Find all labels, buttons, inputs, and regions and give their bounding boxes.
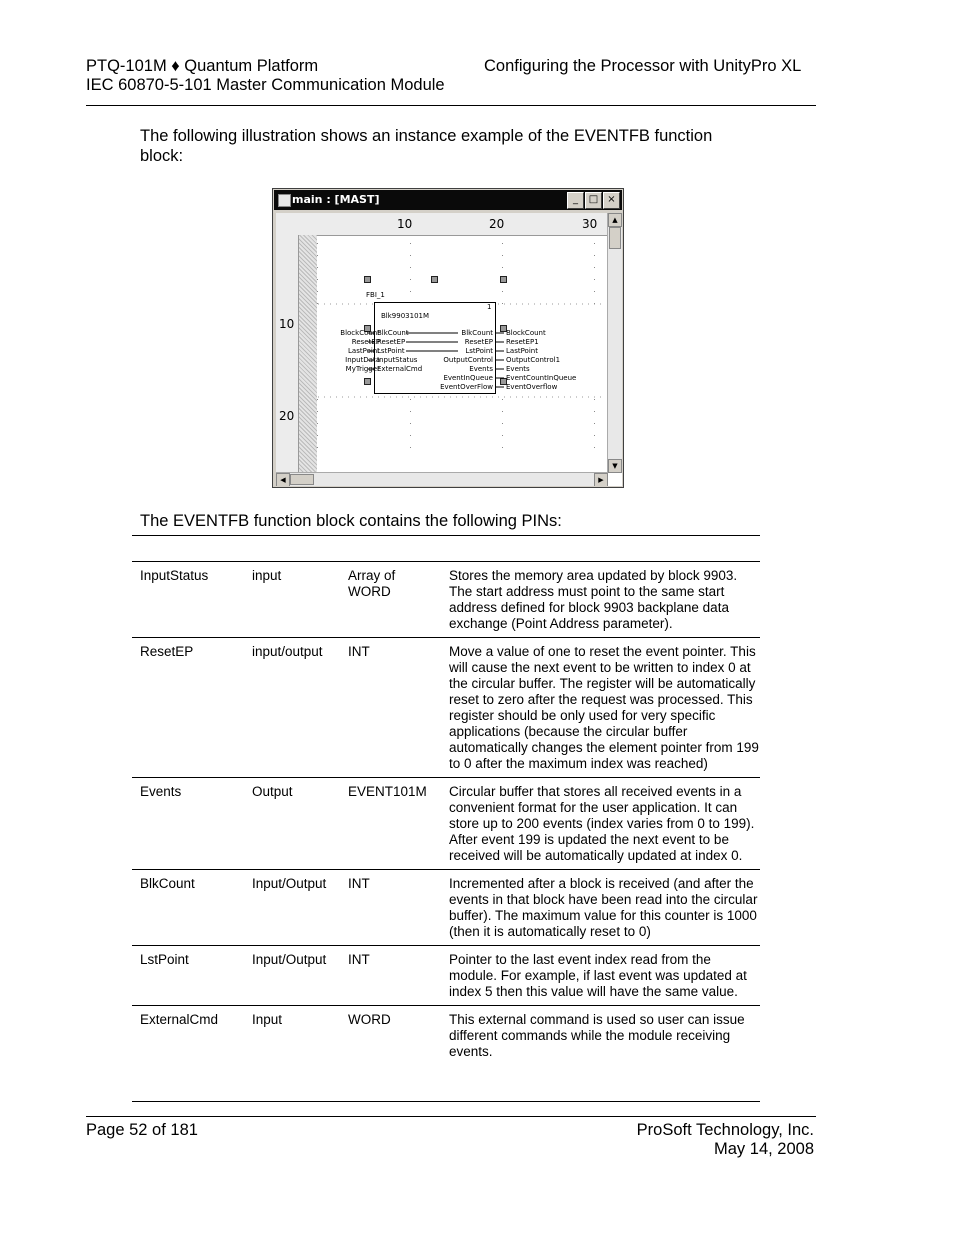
fb-input-pin: ResetEP (377, 338, 406, 346)
table-header-spacer (132, 536, 760, 562)
window-app-icon (278, 194, 291, 207)
footer-date: May 14, 2008 (714, 1140, 814, 1158)
horizontal-scroll-thumb[interactable] (290, 474, 314, 485)
table-row (132, 562, 760, 638)
table-row (132, 946, 760, 1006)
pin-type: INT (348, 876, 370, 891)
fb-right-variable: ResetEP1 (506, 338, 539, 346)
fb-right-variables (506, 329, 576, 392)
pin-name: Events (140, 784, 182, 799)
table-bottom-rule (132, 1101, 760, 1102)
pin-type: WORD (348, 1012, 391, 1027)
ruler-left-20: 20 (279, 409, 295, 423)
pin-type: INT (348, 644, 370, 659)
pin-type: Array of WORD (348, 568, 396, 599)
fb-output-pin: BlkCount (461, 329, 493, 337)
fb-right-variable: OutputControl1 (506, 356, 561, 364)
pin-type: EVENT101M (348, 784, 427, 799)
fb-right-variable: EventCountInQueue (506, 374, 577, 382)
pin-direction: Output (252, 784, 293, 799)
fb-output-pin: ResetEP (464, 338, 493, 346)
fb-left-variables (340, 329, 380, 374)
fb-left-variable: ResetEP (351, 338, 380, 346)
table-row (132, 778, 760, 870)
ruler-top-30: 30 (582, 217, 598, 231)
scroll-right-icon[interactable]: ▶ (594, 473, 608, 486)
pin-name: ResetEP (140, 644, 194, 659)
ruler-left-10: 10 (279, 317, 295, 331)
window-titlebar (274, 190, 622, 210)
window-title: main : [MAST] (292, 193, 380, 206)
pin-name: LstPoint (140, 952, 189, 967)
fb-input-pin: LstPoint (377, 347, 405, 355)
fb-output-pin: LstPoint (465, 347, 493, 355)
fb-right-variable: EventOverflow (506, 383, 558, 391)
fb-output-pin: EventInQueue (443, 374, 493, 382)
fb-left-variable: LastPoint (348, 347, 380, 355)
footer-rule (86, 1116, 816, 1117)
table-row (132, 870, 760, 946)
header-product: PTQ-101M ♦ Quantum Platform (86, 57, 319, 75)
table-row (132, 1006, 760, 1066)
pin-direction: Input (252, 1012, 283, 1027)
pin-description: This external command is used so user can issue different commands while the module receiving events. (449, 1012, 745, 1059)
pin-direction: input (252, 568, 282, 583)
minimize-icon[interactable]: _ (567, 192, 584, 209)
horizontal-scrollbar[interactable] (276, 472, 608, 486)
fb-left-variable: BlockCount (340, 329, 380, 337)
pin-name: InputStatus (140, 568, 209, 583)
vertical-scroll-thumb[interactable] (609, 227, 621, 249)
fb-type-name: Blk9903101M (381, 312, 430, 320)
pin-direction: Input/Output (252, 952, 327, 967)
fb-left-variable: MyTrigger (345, 365, 380, 373)
ruler-top-20: 20 (489, 217, 505, 231)
footer-page-number: Page 52 of 181 (86, 1121, 198, 1139)
scroll-up-icon[interactable]: ▲ (608, 213, 622, 227)
pins-table (132, 535, 760, 1065)
fb-input-pin: BlkCount (377, 329, 409, 337)
maximize-icon[interactable]: □ (585, 192, 602, 209)
intro-paragraph: The following illustration shows an instance example of the EVENTFB function block: (140, 127, 713, 165)
pin-description: Move a value of one to reset the event pointer. This will cause the next event to be written to index 0 at the circular buffer. The register will be automatically reset to zero after the request was processed. This register should be only used for very specific applications (because the circular buffer automatically changes the element pointer from 199 to 0 after the maximum index was reached) (449, 644, 759, 771)
table-intro: The EVENTFB function block contains the following PINs: (140, 512, 562, 530)
fb-output-pin: OutputControl (443, 356, 493, 364)
table-row (132, 638, 760, 778)
pin-description: Stores the memory area updated by block 9903. The start address must point to the same start address defined for block 9903 backplane data exchange (Point Address parameter). (449, 568, 738, 631)
unity-editor-window (272, 188, 624, 488)
fb-instance-name: FBI_1 (366, 291, 385, 299)
ruler-top-10: 10 (397, 217, 413, 231)
close-icon[interactable]: × (603, 192, 620, 209)
fb-input-pin: ExternalCmd (377, 365, 423, 373)
scroll-left-icon[interactable]: ◀ (276, 473, 290, 486)
fb-right-variable: LastPoint (506, 347, 538, 355)
vertical-scrollbar[interactable] (607, 213, 622, 473)
pin-direction: Input/Output (252, 876, 327, 891)
fb-left-variable: InputData (345, 356, 380, 364)
pin-direction: input/output (252, 644, 323, 659)
fb-input-pin: InputStatus (377, 356, 418, 364)
fb-output-pin: EventOverFlow (440, 383, 493, 391)
header-module: IEC 60870-5-101 Master Communication Module (86, 76, 445, 94)
pin-description: Pointer to the last event index read from the module. For example, if last event was updated at index 5 then this value will have the same value. (449, 952, 747, 999)
header-section: Configuring the Processor with UnityPro XL (484, 57, 802, 75)
footer-company: ProSoft Technology, Inc. (636, 1121, 814, 1139)
pin-description: Circular buffer that stores all received events in a convenient format for the user application. It can store up to 200 events (index varies from 0 to 199). After event 199 is updated the next event to be received will be automatically updated at index 0. (449, 784, 755, 863)
pin-name: ExternalCmd (140, 1012, 219, 1027)
pin-description: Incremented after a block is received (and after the events in that block have been read into the circular buffer). The maximum value for this counter is 1000 (then it is automatically reset to 0) (449, 876, 758, 939)
fb-number: 1 (487, 303, 492, 311)
fbd-canvas[interactable] (276, 213, 622, 486)
fb-right-variable: Events (506, 365, 530, 373)
fb-right-variable: BlockCount (506, 329, 546, 337)
header-rule (86, 105, 816, 106)
fb-output-pin: Events (469, 365, 493, 373)
pin-type: INT (348, 952, 370, 967)
pin-name: BlkCount (140, 876, 195, 891)
scroll-down-icon[interactable]: ▼ (608, 459, 622, 473)
